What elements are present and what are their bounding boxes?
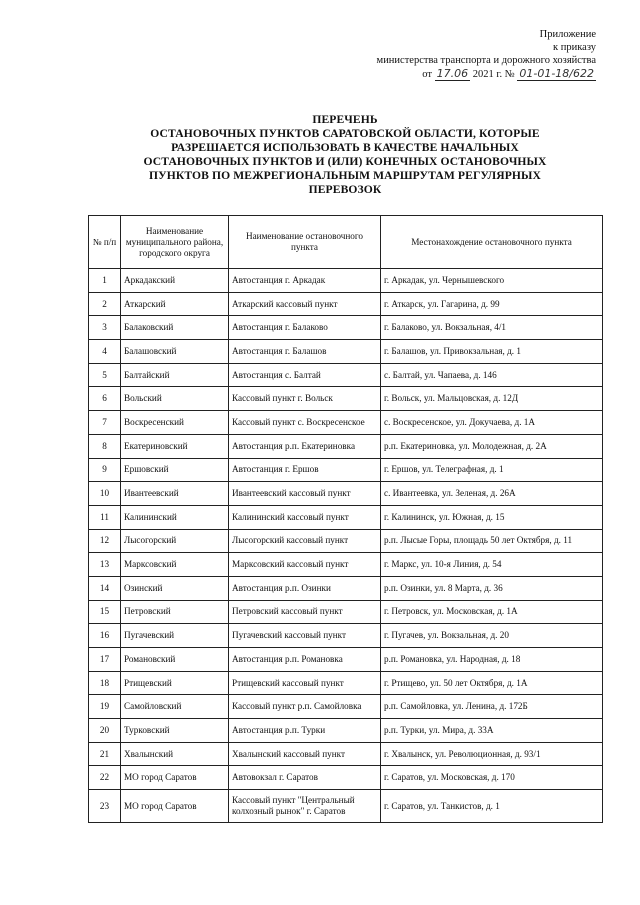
row-location: р.п. Лысые Горы, площадь 50 лет Октября, д. 11 (381, 529, 603, 553)
order-number-handwritten: 01-01-18/622 (519, 67, 594, 80)
row-number: 21 (89, 742, 121, 766)
row-stop-name: Кассовый пункт с. Воскресенское (229, 411, 381, 435)
row-number: 7 (89, 411, 121, 435)
row-location: с. Балтай, ул. Чапаева, д. 146 (381, 363, 603, 387)
row-municipality: Ершовский (121, 458, 229, 482)
row-location: р.п. Самойловка, ул. Ленина, д. 172Б (381, 695, 603, 719)
table-row (89, 624, 603, 648)
row-stop-name: Аткарский кассовый пункт (229, 292, 381, 316)
row-municipality: Хвалынский (121, 742, 229, 766)
row-municipality: Пугачевский (121, 624, 229, 648)
row-municipality: Балашовский (121, 340, 229, 364)
row-stop-name: Ивантеевский кассовый пункт (229, 482, 381, 506)
row-number: 10 (89, 482, 121, 506)
row-number: 11 (89, 505, 121, 529)
row-stop-name: Хвалынский кассовый пункт (229, 742, 381, 766)
table-row (89, 648, 603, 672)
document-title (120, 113, 570, 197)
row-stop-name: Кассовый пункт р.п. Самойловка (229, 695, 381, 719)
row-location: г. Калининск, ул. Южная, д. 15 (381, 505, 603, 529)
row-stop-name: Автостанция г. Ершов (229, 458, 381, 482)
row-number: 8 (89, 434, 121, 458)
row-municipality: Ртищевский (121, 671, 229, 695)
row-number: 23 (89, 790, 121, 823)
order-year: 2021 г. № (472, 69, 515, 80)
row-number: 12 (89, 529, 121, 553)
order-reference (296, 67, 596, 81)
table-row (89, 529, 603, 553)
table-row (89, 576, 603, 600)
row-stop-name: Автостанция р.п. Озинки (229, 576, 381, 600)
row-municipality: Турковский (121, 719, 229, 743)
row-location: г. Саратов, ул. Танкистов, д. 1 (381, 790, 603, 823)
row-stop-name: Пугачевский кассовый пункт (229, 624, 381, 648)
header-stop-name: Наименование остановочного пункта (229, 216, 381, 269)
row-location: г. Петровск, ул. Московская, д. 1А (381, 600, 603, 624)
row-municipality: Балаковский (121, 316, 229, 340)
title-line: ПУНКТОВ ПО МЕЖРЕГИОНАЛЬНЫМ МАРШРУТАМ РЕГУЛЯРНЫХ (149, 169, 541, 182)
table-row (89, 790, 603, 823)
row-municipality: Аткарский (121, 292, 229, 316)
row-location: с. Ивантеевка, ул. Зеленая, д. 26А (381, 482, 603, 506)
row-location: г. Ершов, ул. Телеграфная, д. 1 (381, 458, 603, 482)
order-date-handwritten: 17.06 (436, 67, 469, 80)
row-number: 9 (89, 458, 121, 482)
row-municipality: Вольский (121, 387, 229, 411)
row-number: 6 (89, 387, 121, 411)
row-location: с. Воскресенское, ул. Докучаева, д. 1А (381, 411, 603, 435)
row-stop-name: Автостанция г. Балашов (229, 340, 381, 364)
row-number: 5 (89, 363, 121, 387)
row-location: г. Ртищево, ул. 50 лет Октября, д. 1А (381, 671, 603, 695)
row-municipality: Озинский (121, 576, 229, 600)
row-number: 15 (89, 600, 121, 624)
row-number: 22 (89, 766, 121, 790)
row-location: г. Пугачев, ул. Вокзальная, д. 20 (381, 624, 603, 648)
row-municipality: Романовский (121, 648, 229, 672)
table-row (89, 316, 603, 340)
row-municipality: Воскресенский (121, 411, 229, 435)
table-row (89, 292, 603, 316)
table-row (89, 505, 603, 529)
row-number: 2 (89, 292, 121, 316)
row-stop-name: Автостанция г. Аркадак (229, 269, 381, 293)
title-line: РАЗРЕШАЕТСЯ ИСПОЛЬЗОВАТЬ В КАЧЕСТВЕ НАЧАЛЬНЫХ (171, 141, 519, 154)
row-stop-name: Кассовый пункт г. Вольск (229, 387, 381, 411)
table-row (89, 695, 603, 719)
ministry-label: министерства транспорта и дорожного хозяйства (376, 55, 596, 66)
table-row (89, 340, 603, 364)
row-number: 17 (89, 648, 121, 672)
row-municipality: МО город Саратов (121, 766, 229, 790)
table-header-row (89, 216, 603, 269)
table-row (89, 434, 603, 458)
title-line: ПЕРЕВОЗОК (308, 183, 382, 196)
title-line: ПЕРЕЧЕНЬ (312, 113, 378, 126)
appendix-label: Приложение (539, 29, 596, 40)
row-municipality: Балтайский (121, 363, 229, 387)
row-location: г. Хвалынск, ул. Революционная, д. 93/1 (381, 742, 603, 766)
header-municipality: Наименование муниципального района, городского округа (121, 216, 229, 269)
row-location: р.п. Романовка, ул. Народная, д. 18 (381, 648, 603, 672)
table-row (89, 269, 603, 293)
row-location: р.п. Озинки, ул. 8 Марта, д. 36 (381, 576, 603, 600)
table-row (89, 719, 603, 743)
table-row (89, 600, 603, 624)
row-municipality: Марксовский (121, 553, 229, 577)
row-number: 13 (89, 553, 121, 577)
row-number: 20 (89, 719, 121, 743)
row-location: г. Вольск, ул. Мальцовская, д. 12Д (381, 387, 603, 411)
row-location: г. Аркадак, ул. Чернышевского (381, 269, 603, 293)
row-stop-name: Автостанция р.п. Романовка (229, 648, 381, 672)
header-location: Местонахождение остановочного пункта (381, 216, 603, 269)
row-municipality: МО город Саратов (121, 790, 229, 823)
row-location: г. Аткарск, ул. Гагарина, д. 99 (381, 292, 603, 316)
row-number: 1 (89, 269, 121, 293)
to-order-label: к приказу (553, 42, 596, 53)
title-line: ОСТАНОВОЧНЫХ ПУНКТОВ САРАТОВСКОЙ ОБЛАСТИ, КОТОРЫЕ (150, 127, 540, 140)
row-stop-name: Автовокзал г. Саратов (229, 766, 381, 790)
document-header (296, 28, 596, 81)
row-number: 18 (89, 671, 121, 695)
row-stop-name: Лысогорский кассовый пункт (229, 529, 381, 553)
row-stop-name: Автостанция р.п. Турки (229, 719, 381, 743)
row-location: г. Саратов, ул. Московская, д. 170 (381, 766, 603, 790)
row-location: р.п. Турки, ул. Мира, д. 33А (381, 719, 603, 743)
table-row (89, 411, 603, 435)
row-stop-name: Автостанция г. Балаково (229, 316, 381, 340)
row-municipality: Лысогорский (121, 529, 229, 553)
row-number: 4 (89, 340, 121, 364)
table-row (89, 671, 603, 695)
title-line: ОСТАНОВОЧНЫХ ПУНКТОВ И (ИЛИ) КОНЕЧНЫХ ОСТАНОВОЧНЫХ (143, 155, 547, 168)
row-stop-name: Калининский кассовый пункт (229, 505, 381, 529)
header-number: № п/п (89, 216, 121, 269)
table-row (89, 458, 603, 482)
row-stop-name: Петровский кассовый пункт (229, 600, 381, 624)
row-location: р.п. Екатериновка, ул. Молодежная, д. 2А (381, 434, 603, 458)
table-row (89, 766, 603, 790)
bus-stops-table (88, 215, 603, 823)
row-number: 3 (89, 316, 121, 340)
row-municipality: Калининский (121, 505, 229, 529)
row-location: г. Балаково, ул. Вокзальная, 4/1 (381, 316, 603, 340)
row-municipality: Самойловский (121, 695, 229, 719)
row-number: 14 (89, 576, 121, 600)
row-municipality: Ивантеевский (121, 482, 229, 506)
table-row (89, 363, 603, 387)
table-row (89, 553, 603, 577)
row-stop-name: Кассовый пункт "Центральный колхозный рынок" г. Саратов (229, 790, 381, 823)
table-row (89, 387, 603, 411)
row-stop-name: Автостанция с. Балтай (229, 363, 381, 387)
row-municipality: Екатериновский (121, 434, 229, 458)
row-stop-name: Ртищевский кассовый пункт (229, 671, 381, 695)
table-row (89, 482, 603, 506)
row-location: г. Балашов, ул. Привокзальная, д. 1 (381, 340, 603, 364)
table-row (89, 742, 603, 766)
row-stop-name: Автостанция р.п. Екатериновка (229, 434, 381, 458)
row-number: 16 (89, 624, 121, 648)
from-word: от (422, 69, 432, 80)
row-location: г. Маркс, ул. 10-я Линия, д. 54 (381, 553, 603, 577)
row-stop-name: Марксовский кассовый пункт (229, 553, 381, 577)
row-municipality: Аркадакский (121, 269, 229, 293)
row-number: 19 (89, 695, 121, 719)
row-municipality: Петровский (121, 600, 229, 624)
